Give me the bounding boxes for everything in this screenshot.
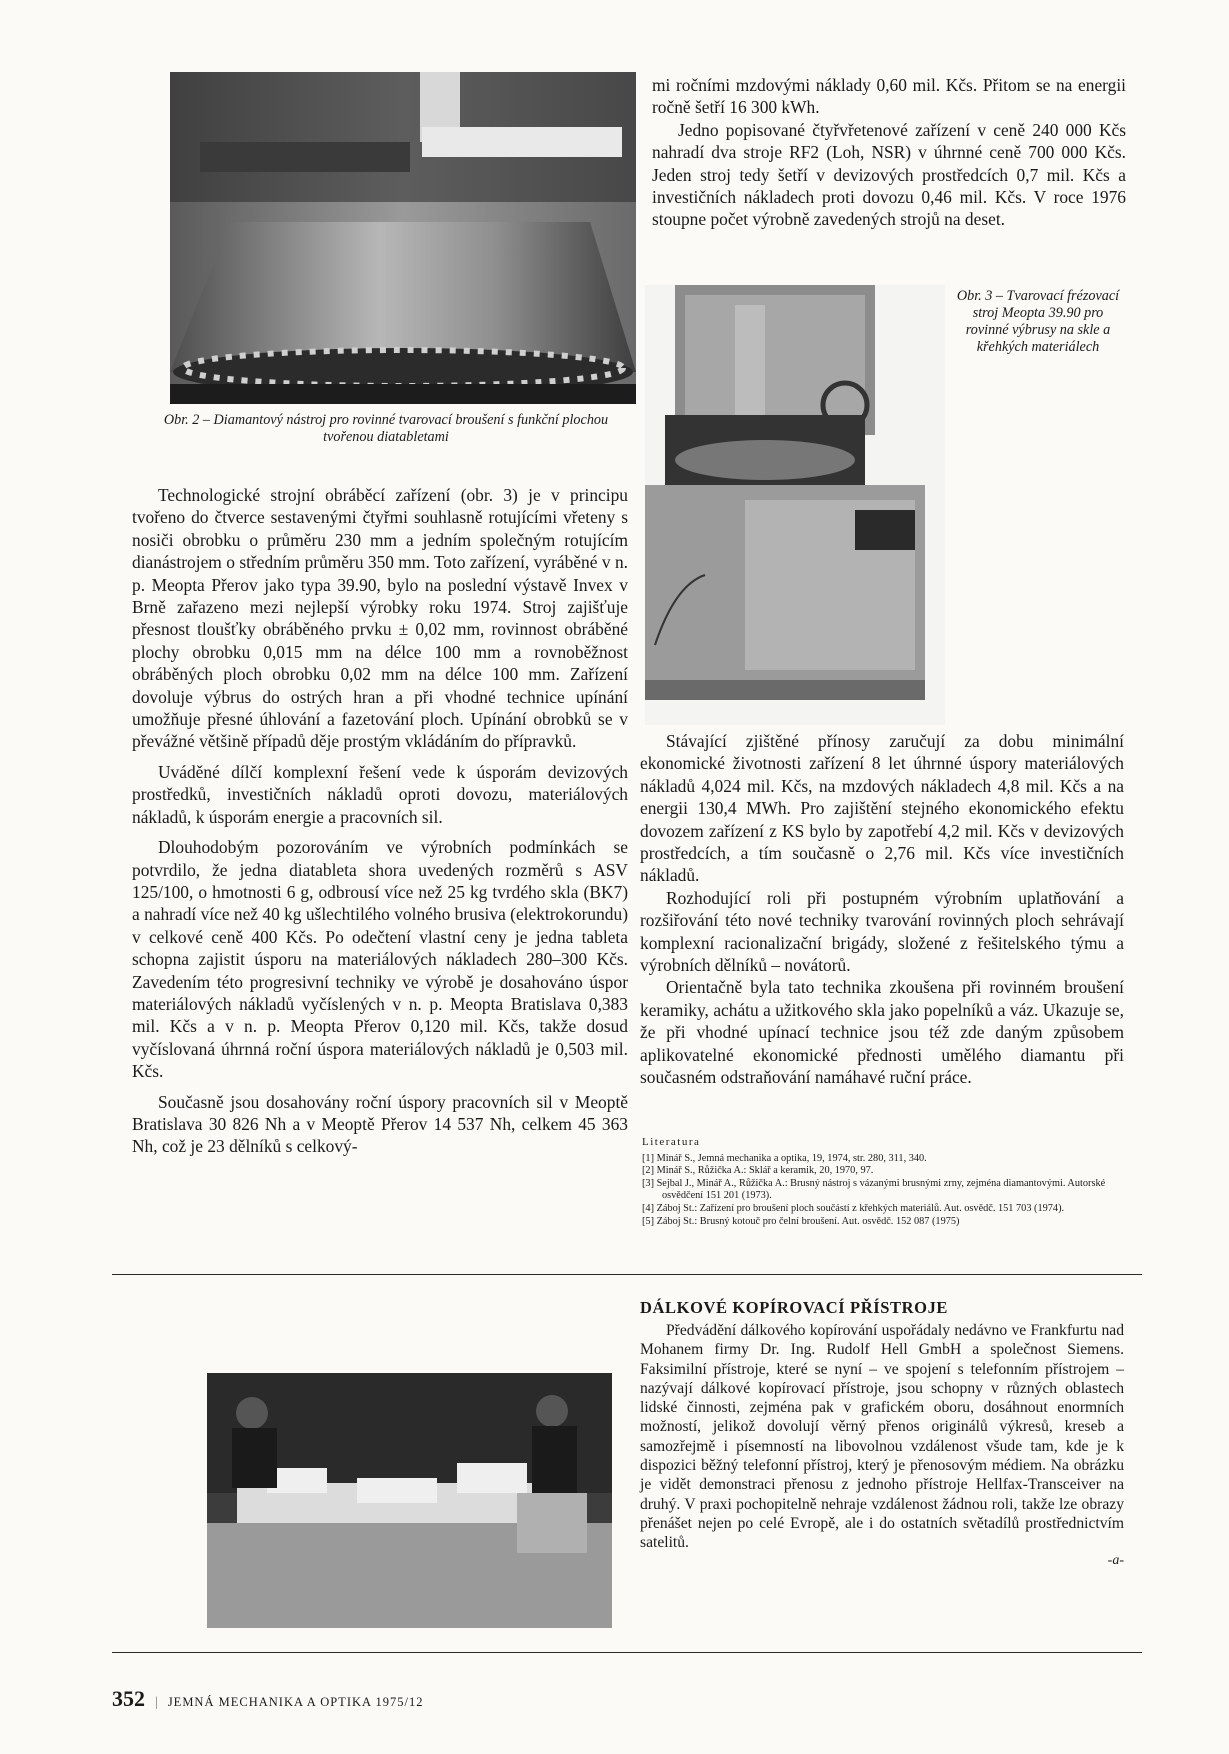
right-paragraph-3: Orientačně byla tato technika zkoušena při rovinném broušení keramiky, achátu a užitkového skla jako popelníků a váz. Ukazuje se, že při vhodné upínací technice jsou též zde daným způsobem aplikovatelné ekonomické přednosti umělého diamantu při současném odstraňování namáhavé ruční práce. bbox=[640, 977, 1124, 1088]
left-paragraph-3: Dlouhodobým pozorováním ve výrobních podmínkách se potvrdilo, že jedna diatableta shora uvedených rozměrů s ASV 125/100, o hmotnosti 6 g, odbrousí více než 25 kg tvrdého skla (BK7) a nahradí více než 40 kg ušlechtilého volného brusiva (elektrokorundu) v celkové ceně 400 Kčs. Po odečtení vlastní ceny je jedna tableta schopna zajistit úsporu na materiálových nákladech 280–300 Kčs. Zavedením této progresivní techniky ve výrobě je dosahováno úspor materiálových nákladů vyčíslených v n. p. Meopta Bratislava 0,383 mil. Kčs a v n. p. Meopta Přerov 0,120 mil. Kčs, takže dosud vyčíslovaná úhrnná roční úspora materiálových nákladů je 0,503 mil. Kčs. bbox=[132, 837, 628, 1082]
milling-machine-image bbox=[645, 285, 945, 725]
literature-item: [5] Záboj St.: Brusný kotouč pro čelní broušení. Aut. osvědč. 152 087 (1975) bbox=[642, 1215, 960, 1227]
side-article-body: Předvádění dálkového kopírování uspořádaly nedávno ve Frankfurtu nad Mohanem firmy Dr. Ing. Rudolf Hell GmbH a společnost Siemens. Faksimilní přístroje, které se nyní – ve spojení s telefonním přístrojem – nazývají dálkové kopírovací přístroje, jsou schopny v různých oblastech lidské činnosti, zejména pak v grafickém oboru, dosáhnout enormních možností, jelikož dovolují věrný přenos originálů výkresů, kreseb a samozřejmě i písemností na libovolnou vzdálenost všude tam, kde je k dispozici běžný telefonní přístroj, který je přenosovým médiem. Na obrázku je vidět demonstraci přenosu z jednoho přístroje Hellfax-Transceiver na druhý. V praxi pochopitelně nehraje vzdálenost žádnou roli, takže lze obrazy přenášet nejen po celé Evropě, ale i do ostatních světadílů prostřednictvím satelitů. bbox=[640, 1322, 1124, 1552]
right-column-text bbox=[640, 730, 1124, 1089]
literature-item: [1] Minář S., Jemná mechanika a optika, 19, 1974, str. 280, 311, 340. bbox=[642, 1152, 927, 1164]
literature-title: Literatura bbox=[642, 1136, 701, 1148]
literature-item: [2] Minář S., Růžička A.: Sklář a keramik, 20, 1970, 97. bbox=[642, 1165, 874, 1177]
right-paragraph-1: Stávající zjištěné přínosy zaručují za dobu minimální ekonomické životnosti zařízení 8 let úhrnné úspory materiálových nákladů 4,024 mil. Kčs, na mzdových nákladech 4,8 mil. Kčs a na energii 130,4 MWh. Pro zajištění stejného ekonomického efektu dovozem zařízení z KS bylo by zapotřebí 4,2 mil. Kčs v devizových prostředcích, a tím současně o 2,76 mil. Kčs více investičních nákladů. bbox=[640, 731, 1124, 886]
side-article bbox=[640, 1298, 1124, 1569]
section-divider-bottom bbox=[112, 1652, 1142, 1653]
right-top-paragraph-1: mi ročními mzdovými náklady 0,60 mil. Kčs. Přitom se na energii ročně šetří 16 300 kWh. bbox=[652, 75, 1126, 118]
fax-demonstration-image bbox=[207, 1373, 612, 1628]
figure-2-photo bbox=[170, 72, 636, 404]
page-number: 352 bbox=[112, 1686, 145, 1711]
right-top-paragraph-2: Jedno popisované čtyřvřetenové zařízení v ceně 240 000 Kčs nahradí dva stroje RF2 (Loh, NSR) v úhrnné ceně 700 000 Kčs. Jeden stroj tedy šetří v devizových prostředcích 0,7 mil. Kčs a investičních nákladech proti dovozu 0,46 mil. Kčs. V roce 1976 stoupne počet výrobně zavedených strojů na deset. bbox=[652, 119, 1126, 230]
literature-item: [3] Sejbal J., Minář A., Růžička A.: Brusný nástroj s vázanými brusnými zrny, zejména diamantovými. Autorské osvědčení 151 201 (1973). bbox=[642, 1177, 1106, 1202]
left-paragraph-4: Současně jsou dosahovány roční úspory pracovních sil v Meoptě Bratislava 30 826 Nh a v Meoptě Přerov 14 537 Nh, celkem 45 363 Nh, což je 23 dělníků s celkový- bbox=[132, 1091, 628, 1157]
literature-item: [4] Záboj St.: Zařízení pro broušení ploch součástí z křehkých materiálů. Aut. osvědč. 151 703 (1974). bbox=[642, 1202, 1065, 1214]
side-article-photo bbox=[207, 1373, 612, 1628]
figure-3-photo bbox=[645, 285, 945, 725]
diamond-tool-image bbox=[170, 72, 636, 404]
left-column-text bbox=[132, 484, 628, 1158]
side-article-signature: -a- bbox=[1107, 1552, 1124, 1568]
left-paragraph-2: Uváděné dílčí komplexní řešení vede k úsporám devizových prostředků, investičních nákladů oproti dovozu, materiálových nákladů, k úsporám energie a pracovních sil. bbox=[132, 761, 628, 827]
literature-section bbox=[642, 1136, 1124, 1228]
figure-2-caption: Obr. 2 – Diamantový nástroj pro rovinné tvarovací broušení s funkční plochou tvořenou diatabletami bbox=[163, 412, 609, 445]
right-paragraph-2: Rozhodující roli při postupném výrobním uplatňování a rozšiřování této nové techniky tvarování rovinných ploch sehrávají komplexní racionalizační brigády, složené z řešitelského týmu a výrobních dělníků – novátorů. bbox=[640, 887, 1124, 976]
side-article-heading: DÁLKOVÉ KOPÍROVACÍ PŘÍSTROJE bbox=[640, 1298, 949, 1317]
right-top-text bbox=[652, 74, 1126, 231]
journal-title: JEMNÁ MECHANIKA A OPTIKA 1975/12 bbox=[167, 1695, 424, 1709]
figure-3-caption: Obr. 3 – Tvarovací frézovací stroj Meopta 39.90 pro rovinné výbrusy na skle a křehkých materiálech bbox=[956, 288, 1120, 355]
page-footer bbox=[112, 1686, 423, 1712]
section-divider-top bbox=[112, 1274, 1142, 1275]
left-paragraph-1: Technologické strojní obráběcí zařízení (obr. 3) je v principu tvořeno do čtverce sestavenými čtyřmi souhlasně rotujícími vřeteny s nosiči obrobku o průměru 230 mm a jedním společným rotujícím dianástrojem o středním průměru 350 mm. Toto zařízení, vyráběné v n. p. Meopta Přerov jako typa 39.90, bylo na poslední výstavě Invex v Brně zařazeno mezi nejlepší výrobky roku 1974. Stroj zajišťuje přesnost tloušťky obráběného prvku ± 0,02 mm, rovinnost obráběné plochy obrobku 0,015 mm na délce 100 mm a rovnoběžnost obráběných ploch obrobku 0,02 mm na délce 100 mm. Zařízení dovoluje výbrus do ostrých hran a při vhodné technice upínání umožňuje přesné úhlování a fazetování ploch. Upínání obrobků se v převážné většině případů děje prostým vkládáním do přípravků. bbox=[132, 485, 628, 752]
footer-separator: | bbox=[155, 1695, 158, 1710]
